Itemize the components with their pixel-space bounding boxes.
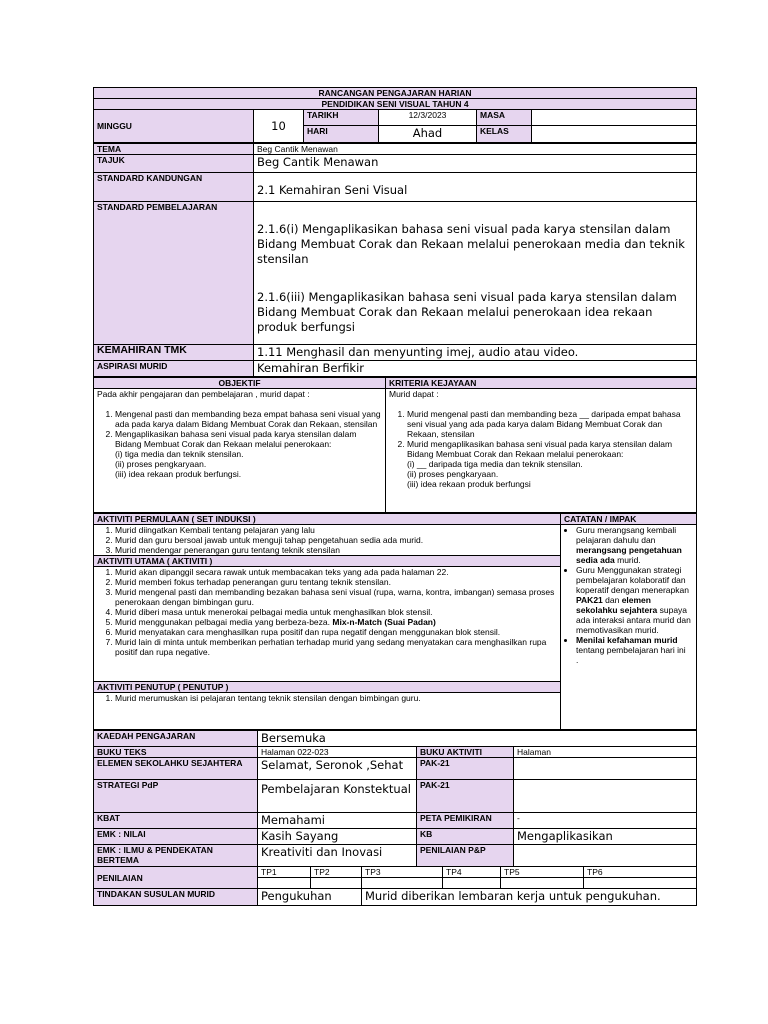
hari-label: HARI <box>304 126 379 143</box>
masa-value <box>532 110 697 126</box>
catatan-item: • Menilai kefahaman murid tentang pembelajaran hari ini . <box>576 635 693 665</box>
elemen-label: ELEMEN SEKOLAHKU SEJAHTERA <box>94 758 258 780</box>
minggu-value: 10 <box>254 110 304 143</box>
kriteria-cell <box>386 389 697 513</box>
catatan-item: • Guru Menggunakan strategi pembelajaran kolaboratif dan koperatif dengan menerapkan PAK21 dan elemen sekolahku sejahtera supaya ada interaksi antara murid dan memotivasikan murid. <box>576 565 693 635</box>
utama-item: 3. Murid mengenal pasti dan membanding bezakan bahasa seni visual (rupa, warna, kontra, imbangan) semasa proses penerokaan dengan bimbingan guru. <box>115 587 557 607</box>
sp-label: STANDARD PEMBELAJARAN <box>94 202 254 345</box>
objektif-sub: (i) tiga media dan teknik stensilan. <box>115 449 244 459</box>
utama-item: 7. Murid lain di minta untuk memberikan perhatian terhadap murid yang sedang menyatakan cara menghasilkan rupa positif dan rupa negative. <box>115 637 557 657</box>
objektif-cell <box>94 389 386 513</box>
penutup-title: AKTIVITI PENUTUP ( PENUTUP ) <box>94 682 561 693</box>
emk-nilai-label: EMK : NILAI <box>94 829 258 845</box>
pak21b-label: PAK-21 <box>417 780 514 813</box>
tmk-value: 1.11 Menghasil dan menyunting imej, audio atau video. <box>254 345 697 361</box>
objektif-intro: Pada akhir pengajaran dan pembelajaran , murid dapat : <box>97 389 310 399</box>
tmk-label: KEMAHIRAN TMK <box>94 345 254 361</box>
objektif-sub: (ii) proses pengkaryaan. <box>115 459 207 469</box>
utama-title: AKTIVITI UTAMA ( AKTIVITI ) <box>94 556 561 567</box>
kriteria-item: 2. Murid mengaplikasikan bahasa seni visual pada karya stensilan dalam Bidang Membuat Corak dan Rekaan melalui penerokaan: <box>407 439 693 459</box>
objektif-item: 2. Mengaplikasikan bahasa seni visual pada karya stensilan dalam Bidang Membuat Corak dan Rekaan melalui penerokaan: <box>115 429 382 449</box>
peta-label: PETA PEMIKIRAN <box>417 813 514 829</box>
kriteria-intro: Murid dapat : <box>389 389 439 399</box>
tp4-value <box>443 878 501 889</box>
permulaan-item: 1. Murid diingatkan Kembali tentang pelajaran yang lalu <box>115 525 557 535</box>
elemen-value: Selamat, Seronok ,Sehat <box>258 758 417 780</box>
objektif-sub: (iii) idea rekaan produk berfungsi. <box>115 469 242 479</box>
utama-item: 6. Murid menyatakan cara menghasilkan rupa positif dan rupa negatif dengan menggunakan blok stensil. <box>115 627 557 637</box>
tp3-label: TP3 <box>362 867 443 878</box>
utama-item: 2. Murid memberi fokus terhadap penerangan guru tentang teknik stensilan. <box>115 577 557 587</box>
tp1-value <box>258 878 311 889</box>
kaedah-label: KAEDAH PENGAJARAN <box>94 731 258 747</box>
bottom-table <box>93 730 697 906</box>
content-table <box>93 143 697 377</box>
strategi-label: STRATEGI PdP <box>94 780 258 813</box>
kb-value: Mengaplikasikan <box>514 829 697 845</box>
catatan-item: • Guru merangsang kembali pelajaran dahulu dan merangsang pengetahuan sedia ada murid. <box>576 525 693 565</box>
kbat-value: Memahami <box>258 813 417 829</box>
pak21-label: PAK-21 <box>417 758 514 780</box>
utama-item: 1. Murid akan dipanggil secara rawak untuk membacakan teks yang ada pada halaman 22. <box>115 567 557 577</box>
tarikh-label: TARIKH <box>304 110 379 126</box>
buku-teks-value: Halaman 022-023 <box>258 747 417 758</box>
penilaian-label: PENILAIAN <box>94 867 258 889</box>
catatan-title: CATATAN / IMPAK <box>561 514 697 525</box>
tindakan-label: TINDAKAN SUSULAN MURID <box>94 889 258 906</box>
permulaan-item: 3. Murid mendengar penerangan guru tentang teknik stensilan <box>115 545 557 555</box>
pak21b-value <box>514 780 697 813</box>
utama-cell <box>94 567 561 682</box>
rph-document <box>93 87 696 906</box>
kelas-label: KELAS <box>477 126 532 143</box>
buku-teks-label: BUKU TEKS <box>94 747 258 758</box>
buku-aktiviti-label: BUKU AKTIVITI <box>417 747 514 758</box>
tema-label: TEMA <box>94 144 254 155</box>
buku-aktiviti-value: Halaman <box>514 747 697 758</box>
aktiviti-table <box>93 513 697 730</box>
tp4-label: TP4 <box>443 867 501 878</box>
aspirasi-label: ASPIRASI MURID <box>94 361 254 377</box>
utama-item: 4. Murid diberi masa untuk menerokai pelbagai media untuk menghasilkan blok stensil. <box>115 607 557 617</box>
doc-title: RANCANGAN PENGAJARAN HARIAN <box>94 88 697 99</box>
pak21-value <box>514 758 697 780</box>
tp6-label: TP6 <box>584 867 697 878</box>
tp3-value <box>362 878 443 889</box>
kriteria-sub: (ii) proses pengkaryaan. <box>407 469 499 479</box>
tindakan-value-1: Pengukuhan <box>258 889 362 906</box>
tindakan-value-2: Murid diberikan lembaran kerja untuk pengukuhan. <box>362 889 697 906</box>
permulaan-cell <box>94 525 561 556</box>
sk-value: 2.1 Kemahiran Seni Visual <box>254 173 697 202</box>
sp-value-2: 2.1.6(iii) Mengaplikasikan bahasa seni visual pada karya stensilan dalam Bidang Membuat Corak dan Rekaan melalui penerokaan idea rekaan produk berfungsi <box>257 290 677 334</box>
penilaian-pp-label: PENILAIAN P&P <box>417 845 514 867</box>
hari-value: Ahad <box>379 126 477 143</box>
minggu-label: MINGGU <box>94 110 254 143</box>
permulaan-title: AKTIVITI PERMULAAN ( SET INDUKSI ) <box>94 514 561 525</box>
tp2-value <box>311 878 362 889</box>
emk-ilmu-value: Kreativiti dan Inovasi <box>258 845 417 867</box>
utama-item: 5. Murid menggunakan pelbagai media yang berbeza-beza. Mix-n-Match (Suai Padan) <box>115 617 557 627</box>
header-table <box>93 87 697 143</box>
tp6-value <box>584 878 697 889</box>
penilaian-pp-value <box>514 845 697 867</box>
masa-label: MASA <box>477 110 532 126</box>
kriteria-item: 1. Murid mengenal pasti dan membanding beza __ daripada empat bahasa seni visual yang ada pada karya dalam Bidang Membuat Corak dan Rekaan, stensilan <box>407 409 693 439</box>
penutup-item: 1. Murid merumuskan isi pelajaran tentang teknik stensilan dengan bimbingan guru. <box>115 693 557 703</box>
sk-label: STANDARD KANDUNGAN <box>94 173 254 202</box>
tajuk-value: Beg Cantik Menawan <box>254 155 697 173</box>
tp5-label: TP5 <box>501 867 584 878</box>
catatan-cell <box>561 525 697 730</box>
doc-subtitle: PENDIDIKAN SENI VISUAL TAHUN 4 <box>94 99 697 110</box>
tema-value: Beg Cantik Menawan <box>254 144 697 155</box>
kbat-label: KBAT <box>94 813 258 829</box>
objektif-item: 1. Mengenal pasti dan membanding beza empat bahasa seni visual yang ada pada karya dalam Bidang Membuat Corak dan Rekaan, stensilan <box>115 409 382 429</box>
peta-value: - <box>514 813 697 829</box>
aspirasi-value: Kemahiran Berfikir <box>254 361 697 377</box>
kriteria-sub: (i) __ daripada tiga media dan teknik stensilan. <box>407 459 583 469</box>
kelas-value <box>532 126 697 143</box>
sp-value-1: 2.1.6(i) Mengaplikasikan bahasa seni visual pada karya stensilan dalam Bidang Membuat Corak dan Rekaan melalui penerokaan media dan teknik stensilan <box>257 222 685 266</box>
kriteria-title: KRITERIA KEJAYAAN <box>386 378 697 389</box>
objektif-table <box>93 377 697 513</box>
tp1-label: TP1 <box>258 867 311 878</box>
kaedah-value: Bersemuka <box>258 731 697 747</box>
strategi-value: Pembelajaran Konstektual <box>258 780 417 813</box>
permulaan-item: 2. Murid dan guru bersoal jawab untuk menguji tahap pengetahuan sedia ada murid. <box>115 535 557 545</box>
tarikh-value: 12/3/2023 <box>379 110 477 126</box>
tp2-label: TP2 <box>311 867 362 878</box>
sp-cell <box>254 202 697 345</box>
kb-label: KB <box>417 829 514 845</box>
emk-nilai-value: Kasih Sayang <box>258 829 417 845</box>
penutup-cell <box>94 693 561 730</box>
emk-ilmu-label: EMK : ILMU & PENDEKATAN BERTEMA <box>94 845 258 867</box>
kriteria-sub: (iii) idea rekaan produk berfungsi <box>407 479 531 489</box>
tajuk-label: TAJUK <box>94 155 254 173</box>
objektif-title: OBJEKTIF <box>94 378 386 389</box>
tp5-value <box>501 878 584 889</box>
